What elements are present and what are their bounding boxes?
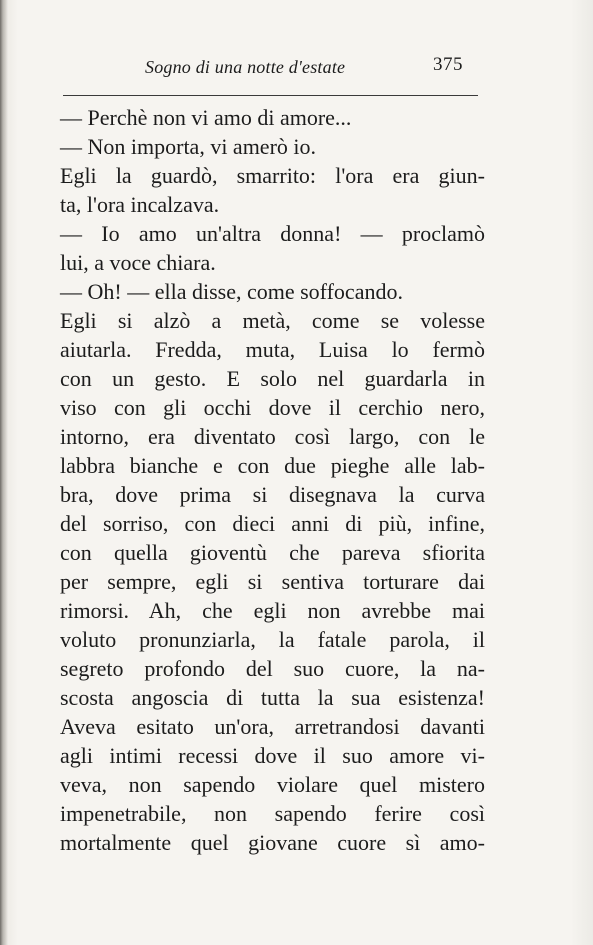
text-line: veva, non sapendo violare quel mistero [60,772,485,797]
text-line: voluto pronunziarla, la fatale parola, il [60,627,485,652]
text-line: Egli la guardò, smarrito: l'ora era giun- [60,163,485,188]
text-line: rimorsi. Ah, che egli non avrebbe mai [60,598,485,623]
text-line: labbra bianche e con due pieghe alle lab- [60,453,485,478]
text-line: scosta angoscia di tutta la sua esistenza! [60,685,485,710]
text-line: viso con gli occhi dove il cerchio nero, [60,395,485,420]
text-line: segreto profondo del suo cuore, la na- [60,656,485,681]
text-line: per sempre, egli si sentiva torturare dai [60,569,485,594]
text-line: ta, l'ora incalzava. [60,192,220,217]
text-line: aiutarla. Fredda, muta, Luisa lo fermò [60,337,485,362]
text-line: con quella gioventù che pareva sfiorita [60,540,485,565]
text-line: con un gesto. E solo nel guardarla in [60,366,485,391]
running-title: Sogno di una notte d'estate [145,57,346,77]
binding-shadow [0,0,8,945]
text-line: Aveva esitato un'ora, arretrandosi davanti [60,714,485,739]
text-line: — Io amo un'altra donna! — proclamò [60,221,485,246]
text-line: — Non importa, vi amerò io. [60,134,317,159]
text-line: — Oh! — ella disse, come soffocando. [60,279,403,304]
text-line: mortalmente quel giovane cuore sì amo- [60,830,485,855]
text-line: — Perchè non vi amo di amore... [60,105,352,130]
text-line: agli intimi recessi dove il suo amore vi- [60,743,485,768]
text-line: Egli si alzò a metà, come se volesse [60,308,485,333]
text-line: bra, dove prima si disegnava la curva [60,482,485,507]
text-line: del sorriso, con dieci anni di più, infine, [60,511,485,536]
text-line: impenetrabile, non sapendo ferire così [60,801,485,826]
page-number: 375 [433,54,463,75]
header-rule [63,95,478,96]
text-line: lui, a voce chiara. [60,250,216,275]
text-line: intorno, era diventato così largo, con le [60,424,485,449]
running-head [60,50,480,82]
